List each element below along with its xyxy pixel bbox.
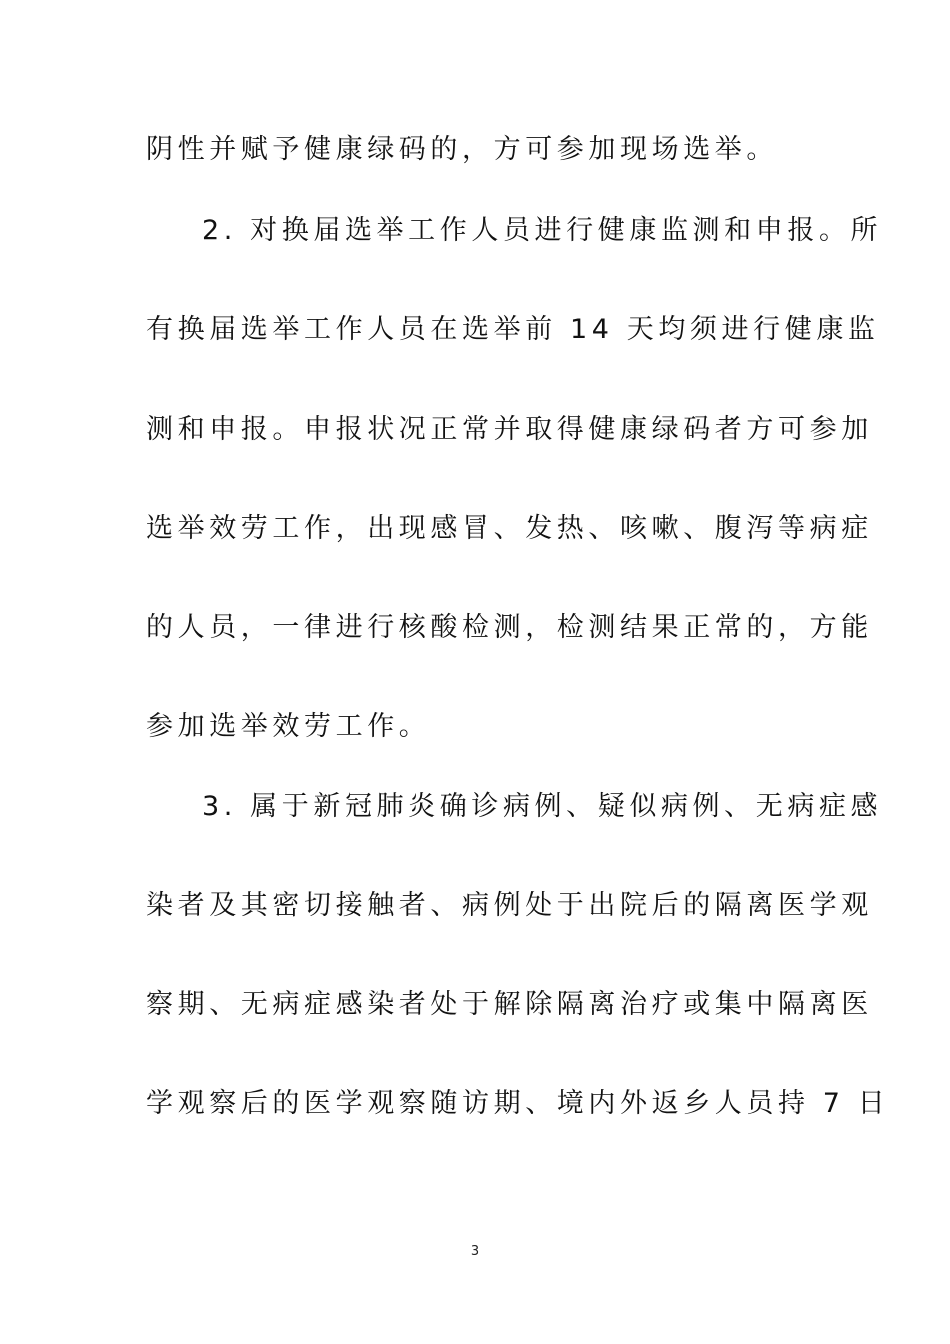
text-line: 学观察后的医学观察随访期、境内外返乡人员持 7 日 — [146, 1088, 890, 1119]
page-number: 3 — [470, 1244, 480, 1259]
text-line: 3. 属于新冠肺炎确诊病例、疑似病例、无病症感 — [202, 791, 883, 822]
text-line: 阴性并赋予健康绿码的，方可参加现场选举。 — [146, 134, 778, 165]
text-line: 染者及其密切接触者、病例处于出院后的隔离医学观 — [146, 890, 873, 921]
text-line: 2. 对换届选举工作人员进行健康监测和申报。所 — [202, 215, 883, 246]
text-line: 有换届选举工作人员在选举前 14 天均须进行健康监 — [146, 314, 880, 345]
text-line: 选举效劳工作，出现感冒、发热、咳嗽、腹泻等病症 — [146, 513, 873, 544]
text-line: 的人员，一律进行核酸检测，检测结果正常的，方能 — [146, 612, 873, 643]
text-line: 测和申报。申报状况正常并取得健康绿码者方可参加 — [146, 414, 873, 445]
text-line: 察期、无病症感染者处于解除隔离治疗或集中隔离医 — [146, 989, 873, 1020]
text-line: 参加选举效劳工作。 — [146, 711, 431, 742]
